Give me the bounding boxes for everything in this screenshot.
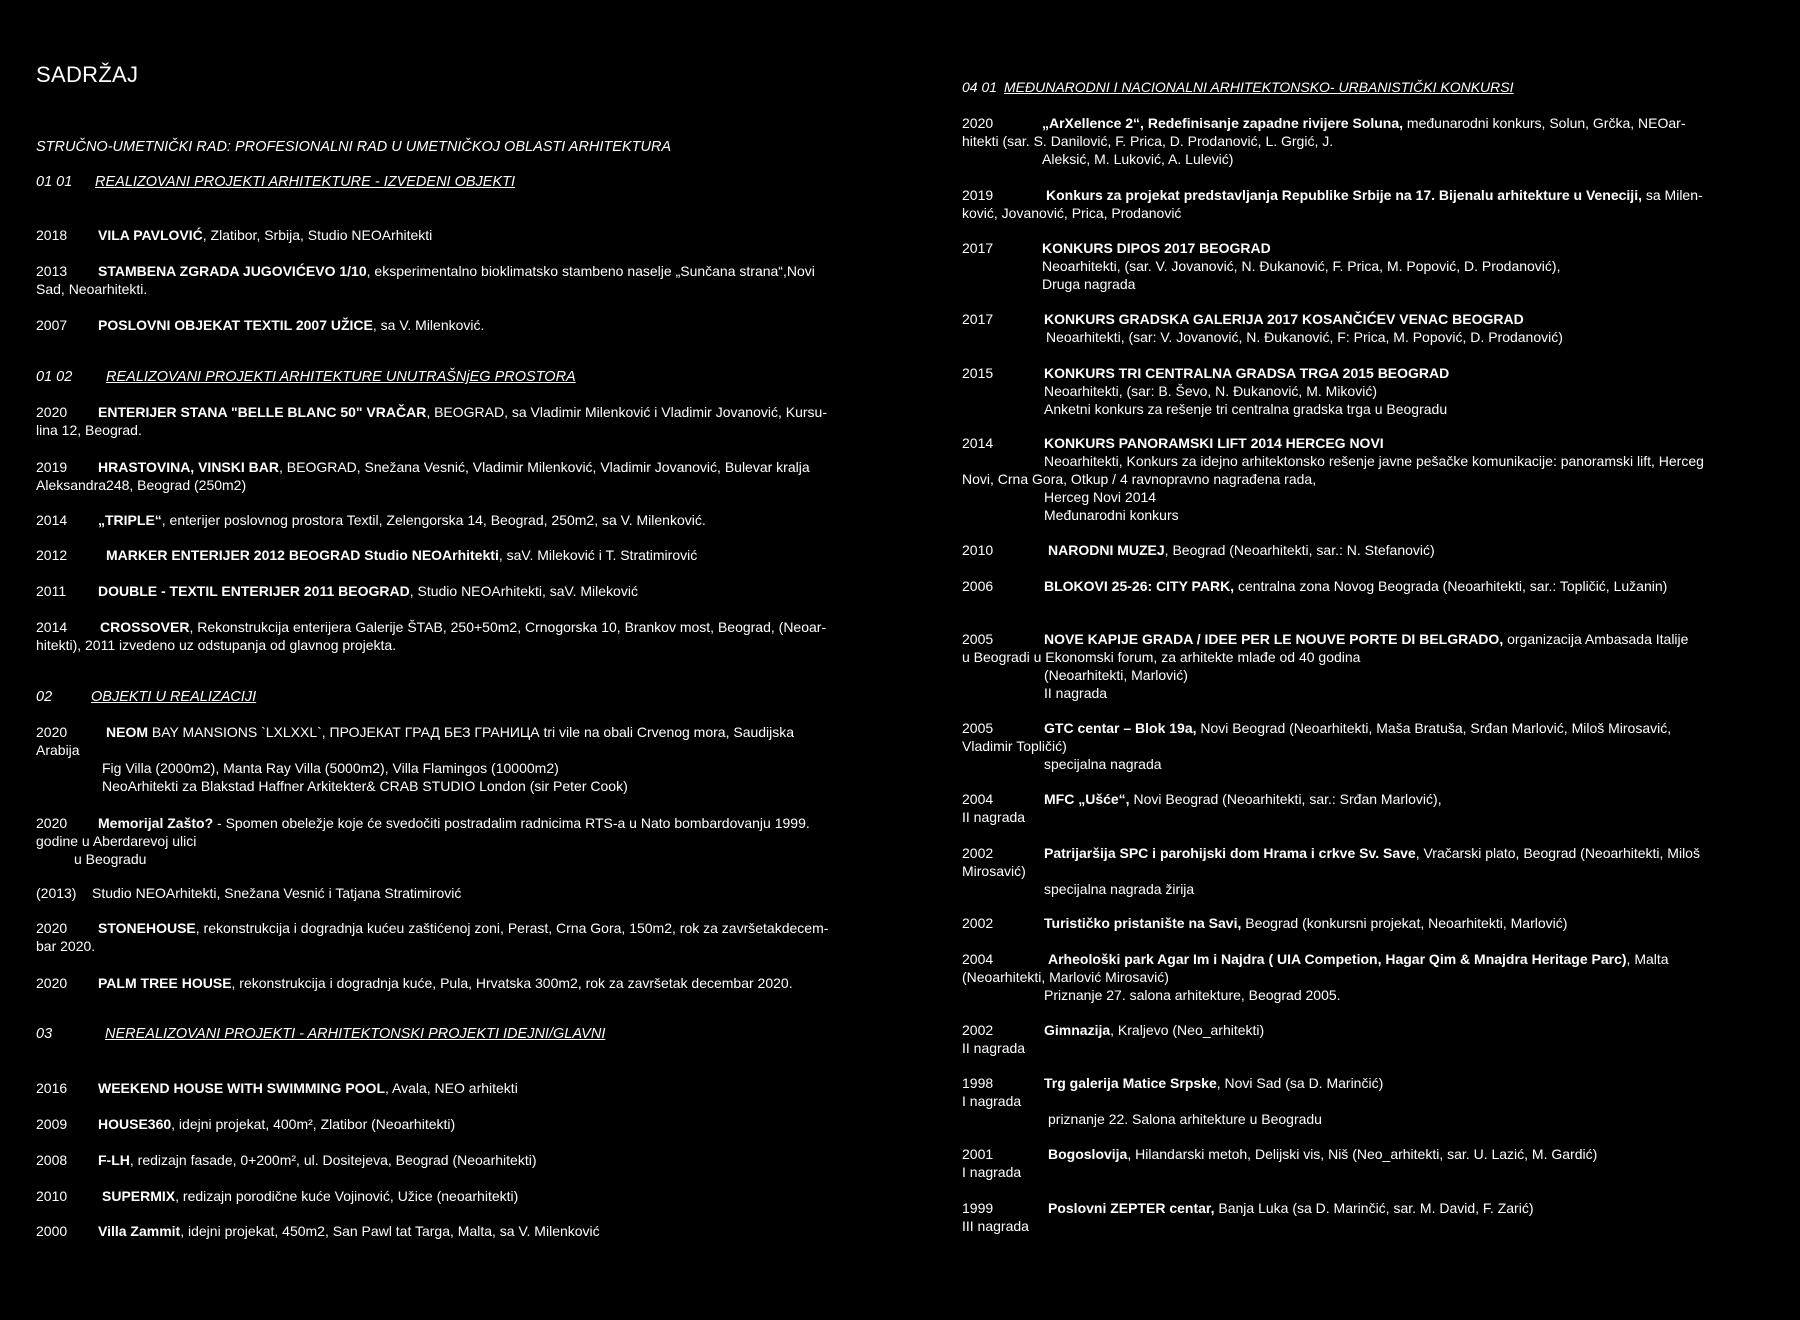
list-item <box>36 1151 537 1169</box>
section-title: OBJEKTI U REALIZACIJI <box>91 689 257 705</box>
entry-name: VILA PAVLOVIĆ <box>98 227 203 243</box>
entry-year: (2013) <box>36 885 77 901</box>
entry-name: CROSSOVER <box>100 619 190 635</box>
entry-details: , Zlatibor, Srbija, Studio NEOArhitekti <box>202 227 433 243</box>
entry-name: Konkurs za projekat predstavljanja Republike Srbije na 17. Bijenalu arhitekture u Veneciji, <box>1046 187 1642 203</box>
entry-line: u Beogradu <box>74 851 147 867</box>
entry-details: , Studio NEOArhitekti, saV. Mileković <box>409 583 638 599</box>
entry-line: II nagrada <box>962 809 1026 825</box>
entry-name: KONKURS GRADSKA GALERIJA 2017 KOSANČIĆEV VENAC BEOGRAD <box>1044 311 1524 327</box>
list-item <box>962 434 1704 524</box>
entry-year: 2017 <box>962 240 994 256</box>
entry-name: HRASTOVINA, VINSKI BAR <box>98 459 279 475</box>
list-item <box>36 582 638 600</box>
entry-name: POSLOVNI OBJEKAT TEXTIL 2007 UŽICE <box>98 317 373 333</box>
entry-line: Neoarhitekti, (sar: B. Ševo, N. Đukanović, M. Miković) <box>1044 383 1377 399</box>
entry-line: Sad, Neoarhitekti. <box>36 281 148 297</box>
entry-name: Trg galerija Matice Srpske <box>1044 1075 1217 1091</box>
list-item <box>36 226 432 244</box>
entry-details: , redizajn porodične kuće Vojinović, Užice (neoarhitekti) <box>175 1188 519 1204</box>
entry-year: 2004 <box>962 791 994 807</box>
entry-year: 2000 <box>36 1223 68 1239</box>
entry-year: 2017 <box>962 311 994 327</box>
list-item <box>962 630 1688 702</box>
entry-line: specijalna nagrada <box>1044 756 1162 772</box>
section-title: REALIZOVANI PROJEKTI ARHITEKTURE UNUTRAŠNjEG PROSTORA <box>106 369 576 385</box>
list-item <box>962 950 1669 1004</box>
list-item <box>36 546 697 564</box>
entry-year: 2013 <box>36 263 68 279</box>
entry-year: 2009 <box>36 1116 68 1132</box>
entry-year: 2020 <box>36 920 68 936</box>
entry-details: , Hilandarski metoh, Delijski vis, Niš (Neo_arhitekti, sar. U. Lazić, M. Gardić) <box>1127 1146 1598 1162</box>
entry-details: , rekonstrukcija i dogradnja kuće, Pula, Hrvatska 300m2, rok za završetak decembar 2020. <box>231 975 793 991</box>
entry-details: , Beograd (Neoarhitekti, sar.: N. Stefanović) <box>1164 542 1435 558</box>
list-item <box>36 1222 600 1240</box>
entry-name: PALM TREE HOUSE <box>98 975 232 991</box>
entry-details: međunarodni konkurs, Solun, Grčka, NEOar- <box>1403 115 1686 131</box>
section-number: 01 01 <box>36 174 73 190</box>
entry-line: Herceg Novi 2014 <box>1044 489 1157 505</box>
entry-line: bar 2020. <box>36 938 96 954</box>
entry-details: sa Milen- <box>1641 187 1703 203</box>
entry-details: , saV. Mileković i T. Stratimirović <box>498 547 698 563</box>
entry-name: Poslovni ZEPTER centar, <box>1048 1200 1215 1216</box>
entry-year: 1999 <box>962 1200 994 1216</box>
entry-name: ENTERIJER STANA "BELLE BLANC 50" VRAČAR <box>98 404 427 420</box>
entry-year: 2002 <box>962 845 994 861</box>
entry-line: II nagrada <box>1044 685 1108 701</box>
entry-year: 2010 <box>962 542 994 558</box>
section-heading <box>36 689 256 705</box>
entry-name: STONEHOUSE <box>98 920 196 936</box>
entry-line: Priznanje 27. salona arhitekture, Beograd 2005. <box>1044 987 1341 1003</box>
entry-line: Anketni konkurs za rešenje tri centralna gradska trga u Beogradu <box>1044 401 1448 417</box>
entry-line: Aleksić, M. Luković, A. Lulević) <box>1042 151 1234 167</box>
entry-name: HOUSE360 <box>98 1116 172 1132</box>
section-number: 03 <box>36 1026 53 1042</box>
entry-line: II nagrada <box>962 1040 1026 1056</box>
list-item <box>962 364 1449 418</box>
list-item <box>962 914 1567 932</box>
list-item <box>36 814 810 868</box>
entry-year: 2011 <box>36 583 67 599</box>
section-heading <box>962 79 1514 95</box>
entry-line: hitekti (sar. S. Danilović, F. Prica, D. Prodanović, L. Grgić, J. <box>962 133 1334 149</box>
section-title: REALIZOVANI PROJEKTI ARHITEKTURE - IZVEDENI OBJEKTI <box>95 174 516 190</box>
entry-year: 2008 <box>36 1152 68 1168</box>
entry-year: 2015 <box>962 365 994 381</box>
entry-details: , Rekonstrukcija enterijera Galerije ŠTAB, 250+50m2, Crnogorska 10, Brankov most, Beograd, (Neoar- <box>189 619 827 635</box>
entry-line: Neoarhitekti, Konkurs za idejno arhitektonsko rešenje javne pešačke komunikacije: panoramski lift, Herceg <box>1044 453 1704 469</box>
list-item <box>962 1021 1264 1057</box>
entry-name: „TRIPLE“ <box>98 512 162 528</box>
entry-year: 2005 <box>962 720 994 736</box>
entry-year: 2014 <box>36 512 68 528</box>
entry-year: 2001 <box>962 1146 994 1162</box>
list-item <box>36 511 706 529</box>
entry-line: ković, Jovanović, Prica, Prodanović <box>962 205 1182 221</box>
entry-year: 2020 <box>36 724 68 740</box>
entry-name: STAMBENA ZGRADA JUGOVIĆEVO 1/10 <box>98 263 367 279</box>
entry-name: KONKURS PANORAMSKI LIFT 2014 HERCEG NOVI <box>1044 435 1384 451</box>
entry-name: MARKER ENTERIJER 2012 BEOGRAD Studio NEOArhitekti <box>106 547 499 563</box>
entry-details: , eksperimentalno bioklimatsko stambeno naselje „Sunčana strana“,Novi <box>366 263 815 279</box>
entry-year: 2002 <box>962 915 994 931</box>
entry-year: 2012 <box>36 547 68 563</box>
entry-line: (Neoarhitekti, Marlović) <box>1044 667 1188 683</box>
list-item <box>36 884 461 902</box>
section-title: NEREALIZOVANI PROJEKTI - ARHITEKTONSKI PROJEKTI IDEJNI/GLAVNI <box>105 1026 606 1042</box>
entry-name: DOUBLE - TEXTIL ENTERIJER 2011 BEOGRAD <box>98 583 410 599</box>
entry-year: 2016 <box>36 1080 68 1096</box>
section-number: 02 <box>36 689 53 705</box>
entry-name: BLOKOVI 25-26: CITY PARK, <box>1044 578 1235 594</box>
section-heading <box>36 369 576 385</box>
section-heading <box>36 1026 605 1042</box>
entry-line: I nagrada <box>962 1164 1022 1180</box>
entry-details: Novi Beograd (Neoarhitekti, sar.: Srđan Marlović), <box>1129 791 1442 807</box>
list-item <box>962 239 1560 293</box>
list-item <box>962 577 1667 595</box>
entry-line: hitekti), 2011 izvedeno uz odstupanja od glavnog projekta. <box>36 637 397 653</box>
entry-line: specijalna nagrada žirija <box>1044 881 1195 897</box>
entry-details: , enterijer poslovnog prostora Textil, Zelengorska 14, Beograd, 250m2, sa V. Milenković. <box>161 512 706 528</box>
entry-line: Mirosavić) <box>962 863 1026 879</box>
entry-details: centralna zona Novog Beograda (Neoarhitekti, sar.: Topličić, Lužanin) <box>1234 578 1668 594</box>
list-item <box>36 1115 455 1133</box>
section-number: 04 01 <box>962 79 998 95</box>
list-item <box>962 310 1563 346</box>
entry-details: Novi Beograd (Neoarhitekti, Maša Bratuša, Srđan Marlović, Miloš Mirosavić, <box>1196 720 1672 736</box>
section-heading <box>36 174 515 190</box>
entry-name: GTC centar – Blok 19a, <box>1044 720 1197 736</box>
entry-name: „ArXellence 2“, Redefinisanje zapadne rivijere Soluna, <box>1042 115 1404 131</box>
list-item <box>36 403 827 439</box>
list-item <box>962 186 1703 222</box>
list-item <box>962 1074 1383 1128</box>
entry-line: I nagrada <box>962 1093 1022 1109</box>
entry-details: - Spomen obeležje koje će svedočiti postradalim radnicima RTS-a u Nato bombardovanju 1999. <box>213 815 810 831</box>
entry-details: organizacija Ambasada Italije <box>1503 631 1689 647</box>
list-item <box>36 316 484 334</box>
section-title: MEĐUNARODNI I NACIONALNI ARHITEKTONSKO- URBANISTIČKI KONKURSI <box>1004 79 1514 95</box>
entry-year: 2004 <box>962 951 994 967</box>
list-item <box>36 458 810 494</box>
entry-year: 2005 <box>962 631 994 647</box>
entry-year: 2019 <box>962 187 994 203</box>
entry-name: Arheološki park Agar Im i Najdra ( UIA Competion, Hagar Qim & Mnajdra Heritage Parc) <box>1048 951 1627 967</box>
entry-details: , idejni projekat, 400m², Zlatibor (Neoarhitekti) <box>171 1116 456 1132</box>
entry-details: Beograd (konkursni projekat, Neoarhitekti, Marlović) <box>1241 915 1568 931</box>
entry-details: , redizajn fasade, 0+200m², ul. Dositejeva, Beograd (Neoarhitekti) <box>129 1152 537 1168</box>
list-item <box>962 1145 1597 1181</box>
entry-name: NEOM <box>106 724 148 740</box>
entry-year: 2006 <box>962 578 994 594</box>
entry-details: Banja Luka (sa D. Marinčić, sar. M. David, F. Zarić) <box>1214 1200 1534 1216</box>
entry-line: Novi, Crna Gora, Otkup / 4 ravnopravno nagrađena rada, <box>962 471 1317 487</box>
list-item <box>962 790 1442 826</box>
entry-year: 2020 <box>962 115 994 131</box>
entry-year: 2002 <box>962 1022 994 1038</box>
list-item <box>962 1199 1533 1235</box>
entry-line: godine u Aberdarevoj ulici <box>36 833 197 849</box>
entry-year: 2020 <box>36 975 68 991</box>
entry-name: KONKURS DIPOS 2017 BEOGRAD <box>1042 240 1271 256</box>
entry-details: , Vračarski plato, Beograd (Neoarhitekti, Miloš <box>1415 845 1700 861</box>
entry-name: Gimnazija <box>1044 1022 1111 1038</box>
entry-name: Turističko pristanište na Savi, <box>1044 915 1242 931</box>
entry-year: 2014 <box>962 435 994 451</box>
entry-details: , rekonstrukcija i dogradnja kućeu zaštićenoj zoni, Perast, Crna Gora, 150m2, rok za završetakdecem- <box>195 920 829 936</box>
entry-details: , Malta <box>1626 951 1669 967</box>
page-title: SADRŽAJ <box>36 62 139 87</box>
list-item <box>36 919 828 955</box>
entry-line: priznanje 22. Salona arhitekture u Beogradu <box>1048 1111 1322 1127</box>
list-item <box>962 541 1435 559</box>
entry-year: 2019 <box>36 459 68 475</box>
entry-name: NARODNI MUZEJ <box>1048 542 1165 558</box>
entry-name: Bogoslovija <box>1048 1146 1128 1162</box>
entry-name: NOVE KAPIJE GRADA / IDEE PER LE NOUVE PORTE DI BELGRADO, <box>1044 631 1504 647</box>
entry-details: , Novi Sad (sa D. Marinčić) <box>1216 1075 1384 1091</box>
entry-line: Međunarodni konkurs <box>1044 507 1179 523</box>
entry-name: F-LH <box>98 1152 130 1168</box>
entry-line: (Neoarhitekti, Marlović Mirosavić) <box>962 969 1169 985</box>
entry-line: Neoarhitekti, (sar. V. Jovanović, N. Đukanović, F. Prica, M. Popović, D. Prodanović), <box>1042 258 1561 274</box>
entry-name: WEEKEND HOUSE WITH SWIMMING POOL <box>98 1080 385 1096</box>
entry-line: Druga nagrada <box>1042 276 1136 292</box>
entry-name: MFC „Ušće“, <box>1044 791 1130 807</box>
list-item <box>36 1079 518 1097</box>
list-item <box>36 1187 518 1205</box>
entry-line: Fig Villa (2000m2), Manta Ray Villa (5000m2), Villa Flamingos (10000m2) <box>102 760 559 776</box>
entry-line: Arabija <box>36 742 80 758</box>
entry-line: NeoArhitekti za Blakstad Haffner Arkitekter& CRAB STUDIO London (sir Peter Cook) <box>102 778 628 794</box>
entry-line: III nagrada <box>962 1218 1029 1234</box>
entry-name: SUPERMIX <box>102 1188 176 1204</box>
entry-line: lina 12, Beograd. <box>36 422 142 438</box>
entry-year: 2014 <box>36 619 68 635</box>
entry-year: 2020 <box>36 404 68 420</box>
list-item <box>962 844 1700 898</box>
subtitle: STRUČNO-UMETNIČKI RAD: PROFESIONALNI RAD U UMETNIČKOJ OBLASTI ARHITEKTURA <box>36 139 672 155</box>
entry-name: Villa Zammit <box>98 1223 181 1239</box>
entry-year: 2007 <box>36 317 68 333</box>
entry-line: Vladimir Topličić) <box>962 738 1067 754</box>
entry-details: , Avala, NEO arhitekti <box>385 1080 518 1096</box>
entry-year: 2018 <box>36 227 68 243</box>
section-number: 01 02 <box>36 369 73 385</box>
entry-line: u Beogradi u Ekonomski forum, za arhitekte mlađe od 40 godina <box>962 649 1361 665</box>
entry-details: , BEOGRAD, sa Vladimir Milenković i Vladimir Jovanović, Kursu- <box>426 404 827 420</box>
entry-year: 2020 <box>36 815 68 831</box>
entry-details: BAY MANSIONS `LXLXXL`, ПРОЈЕКАТ ГРАД БЕЗ ГРАНИЦА tri vile na obali Crvenog mora, Saudijska <box>148 724 795 740</box>
entry-details: Studio NEOArhitekti, Snežana Vesnić i Tatjana Stratimirović <box>92 885 462 901</box>
list-item <box>36 723 794 795</box>
entry-name: Patrijaršija SPC i parohijski dom Hrama i crkve Sv. Save <box>1044 845 1416 861</box>
entry-year: 1998 <box>962 1075 994 1091</box>
entry-details: , idejni projekat, 450m2, San Pawl tat Targa, Malta, sa V. Milenković <box>180 1223 600 1239</box>
entry-line: Neoarhitekti, (sar: V. Jovanović, N. Đukanović, F: Prica, M. Popović, D. Prodanović) <box>1046 329 1563 345</box>
list-item <box>36 618 826 654</box>
entry-name: Memorijal Zašto? <box>98 815 214 831</box>
entry-details: , sa V. Milenković. <box>372 317 485 333</box>
list-item <box>36 262 815 298</box>
entry-name: KONKURS TRI CENTRALNA GRADSA TRGA 2015 BEOGRAD <box>1044 365 1450 381</box>
list-item <box>962 114 1686 168</box>
entry-details: , Kraljevo (Neo_arhitekti) <box>1110 1022 1265 1038</box>
entry-line: Aleksandra248, Beograd (250m2) <box>36 477 247 493</box>
entry-year: 2010 <box>36 1188 68 1204</box>
list-item <box>962 719 1671 773</box>
entry-details: , BEOGRAD, Snežana Vesnić, Vladimir Milenković, Vladimir Jovanović, Bulevar kralja <box>278 459 810 475</box>
list-item <box>36 974 793 992</box>
